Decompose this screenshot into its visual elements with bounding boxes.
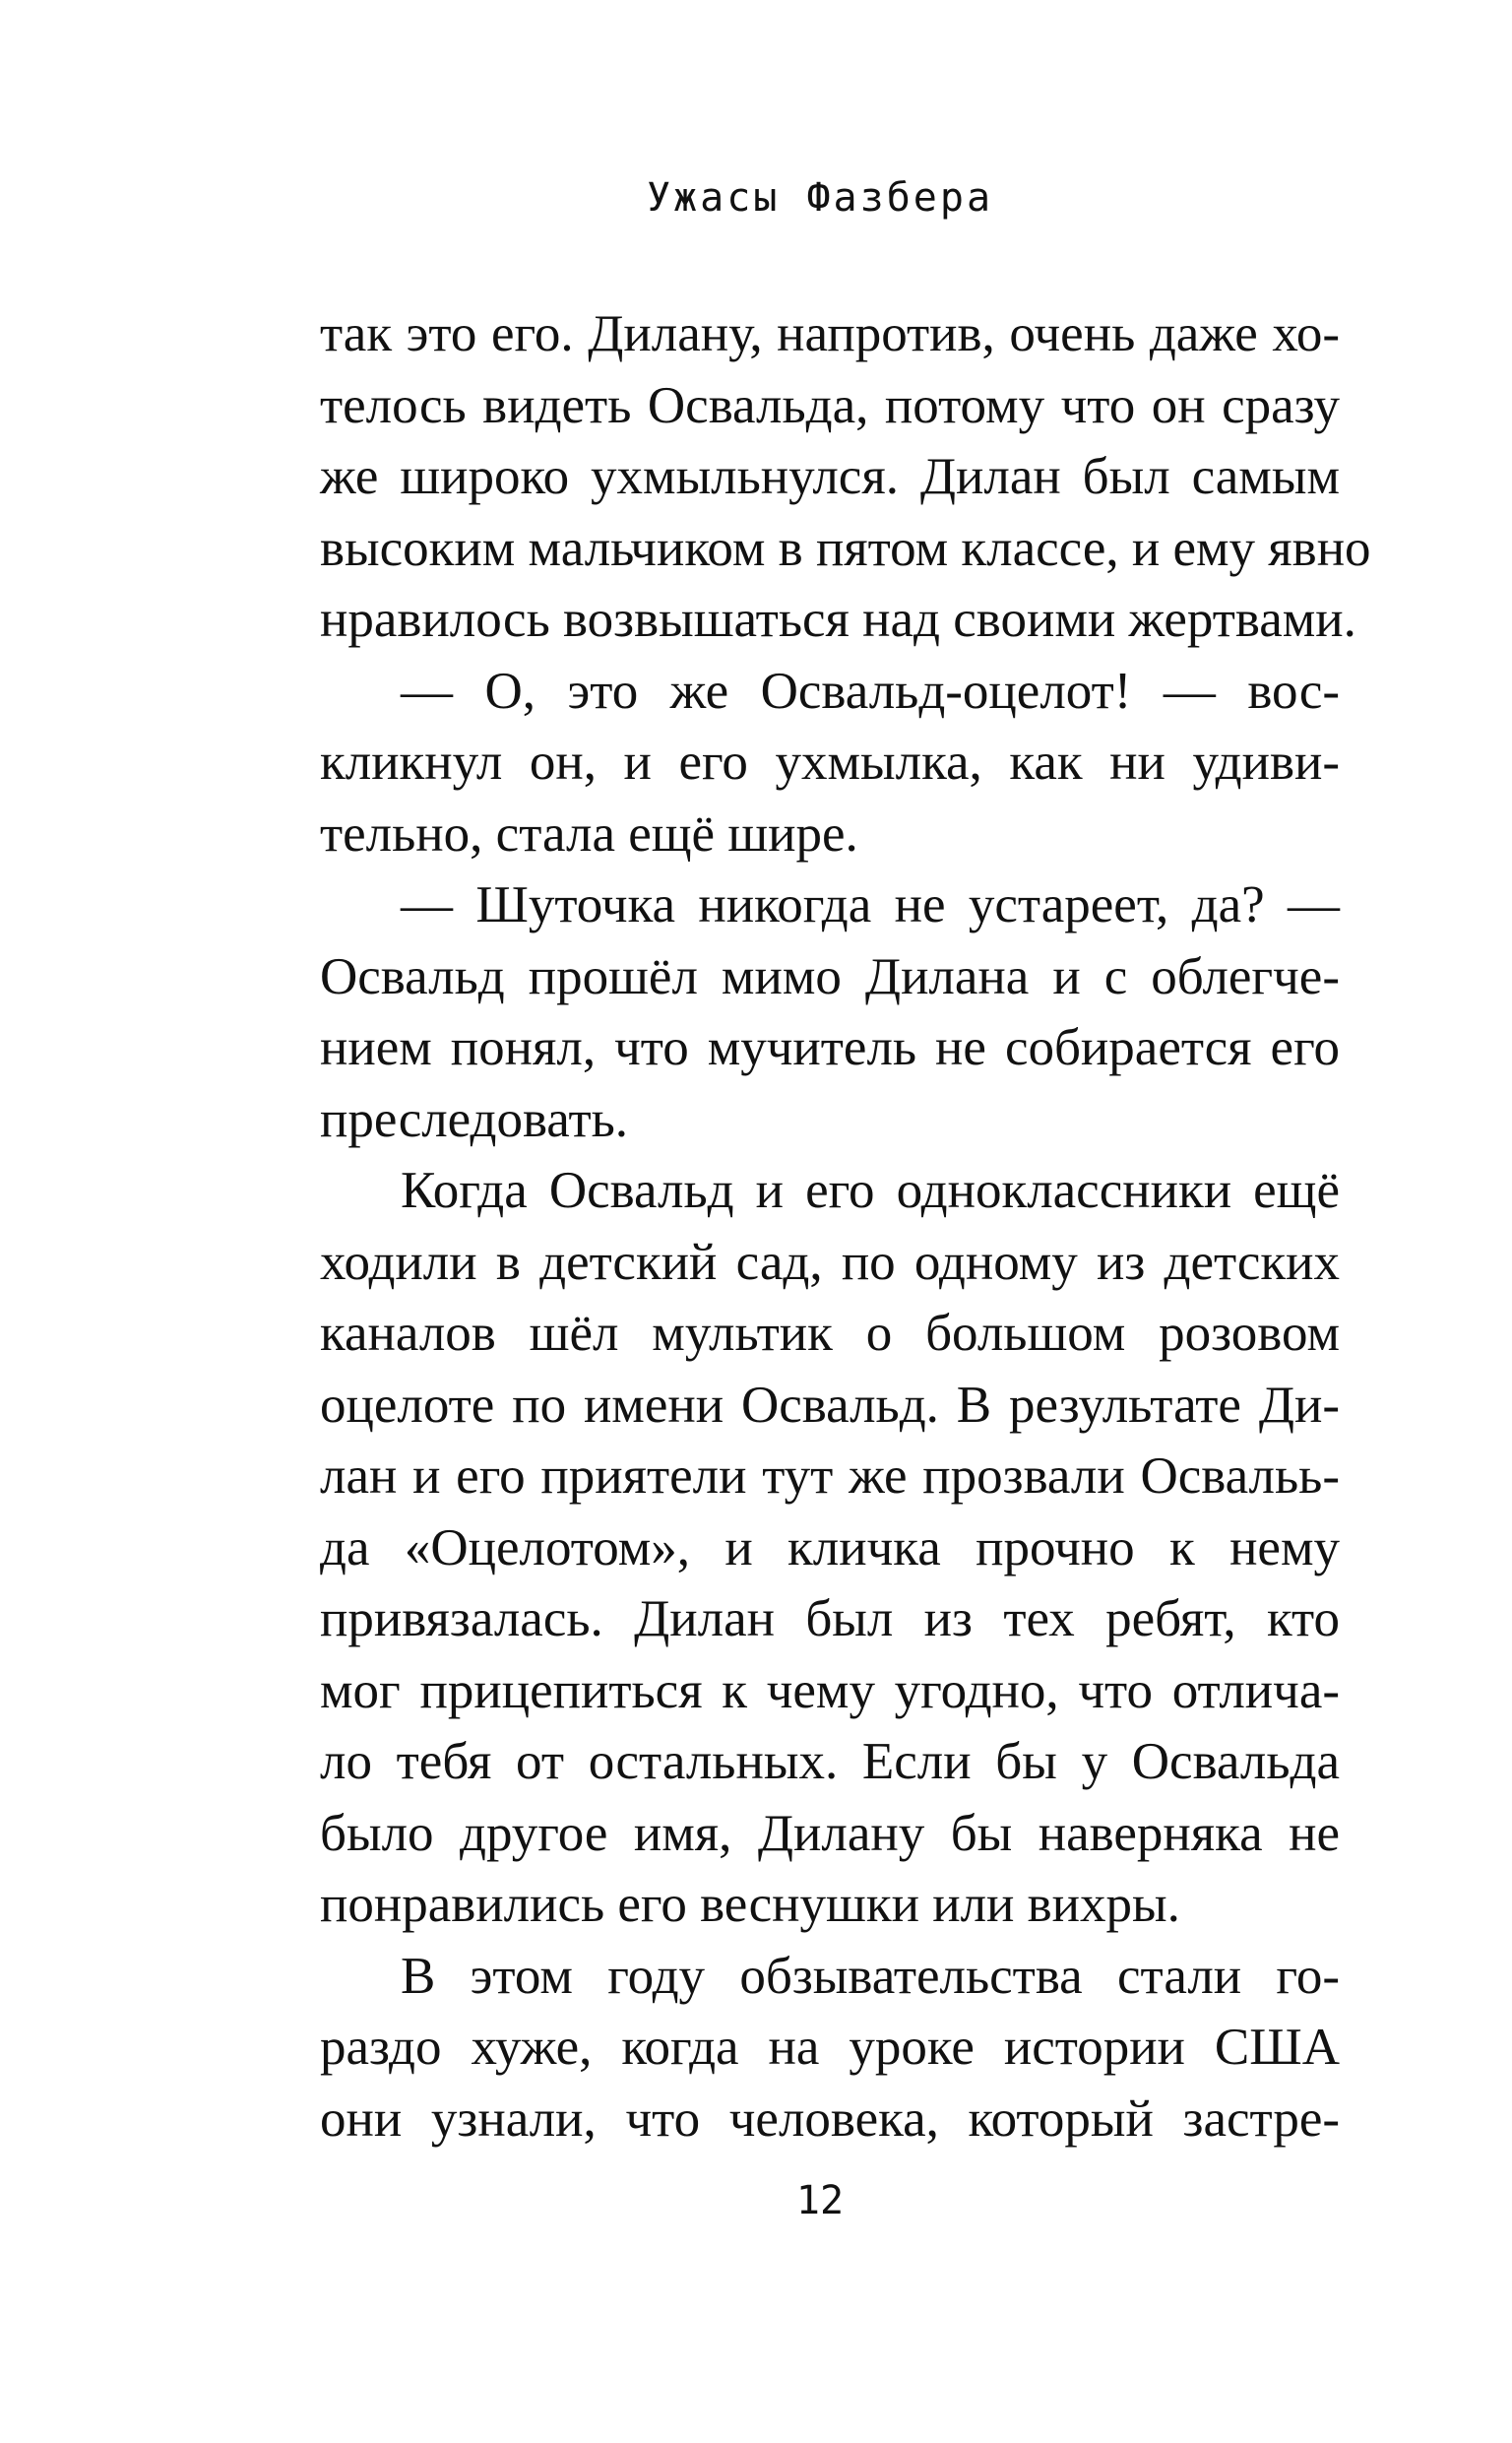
text-line: — Шуточка никогда не устареет, да? — [401,876,1340,933]
text-line: понравились его веснушки или вихры. [320,1876,1180,1933]
text-line: каналов шёл мультик о большом розовом [320,1305,1340,1362]
paragraph [320,1941,1340,2155]
text-line: привязалась. Дилан был из тех ребят, кто [320,1590,1340,1647]
text-line: кликнул он, и его ухмылка, как ни удиви- [320,734,1340,791]
page-number: 12 [795,2178,845,2223]
paragraph [320,298,1371,656]
paragraph [320,1155,1340,1941]
text-line: Освальд прошёл мимо Дилана и с облегче- [320,947,1340,1005]
text-line: они узнали, что человека, который застре- [320,2089,1340,2148]
text-line: ходили в детский сад, по одному из детских [320,1233,1340,1291]
paragraph [320,869,1340,1155]
text-line: ло тебя от остальных. Если бы у Освальда [320,1733,1340,1790]
text-line: лан и его приятели тут же прозвали Освальь- [320,1447,1340,1505]
text-line: нравилось возвышаться над своими жертвами. [320,591,1356,648]
text-line: оцелоте по имени Освальд. В результате Ди- [320,1376,1340,1434]
text-line: Когда Освальд и его одноклассники ещё [401,1162,1340,1219]
text-line: В этом году обзывательства стали го- [401,1947,1340,2005]
text-line: преследовать. [320,1090,629,1148]
text-line: тельно, стала ещё шире. [320,804,858,863]
text-line: было другое имя, Дилану бы наверняка не [320,1804,1340,1862]
text-line: высоким мальчиком в пятом классе, и ему явно [320,519,1371,577]
text-line: мог прицепиться к чему угодно, что отлича- [320,1661,1340,1719]
text-line: так это его. Дилану, напротив, очень даже хо- [320,305,1340,362]
body-text [320,298,1371,2154]
text-line: — О, это же Освальд-оцелот! — вос- [401,662,1340,720]
text-line: раздо хуже, когда на уроке истории США [320,2019,1340,2076]
text-line: да «Оцелотом», и кличка прочно к нему [320,1518,1340,1576]
text-line: нием понял, что мучитель не собирается его [320,1019,1340,1076]
text-line: же широко ухмыльнулся. Дилан был самым [320,448,1340,505]
running-head: Ужасы Фазбера [646,175,994,221]
paragraph [320,656,1340,870]
text-line: телось видеть Освальда, потому что он сразу [320,376,1340,434]
